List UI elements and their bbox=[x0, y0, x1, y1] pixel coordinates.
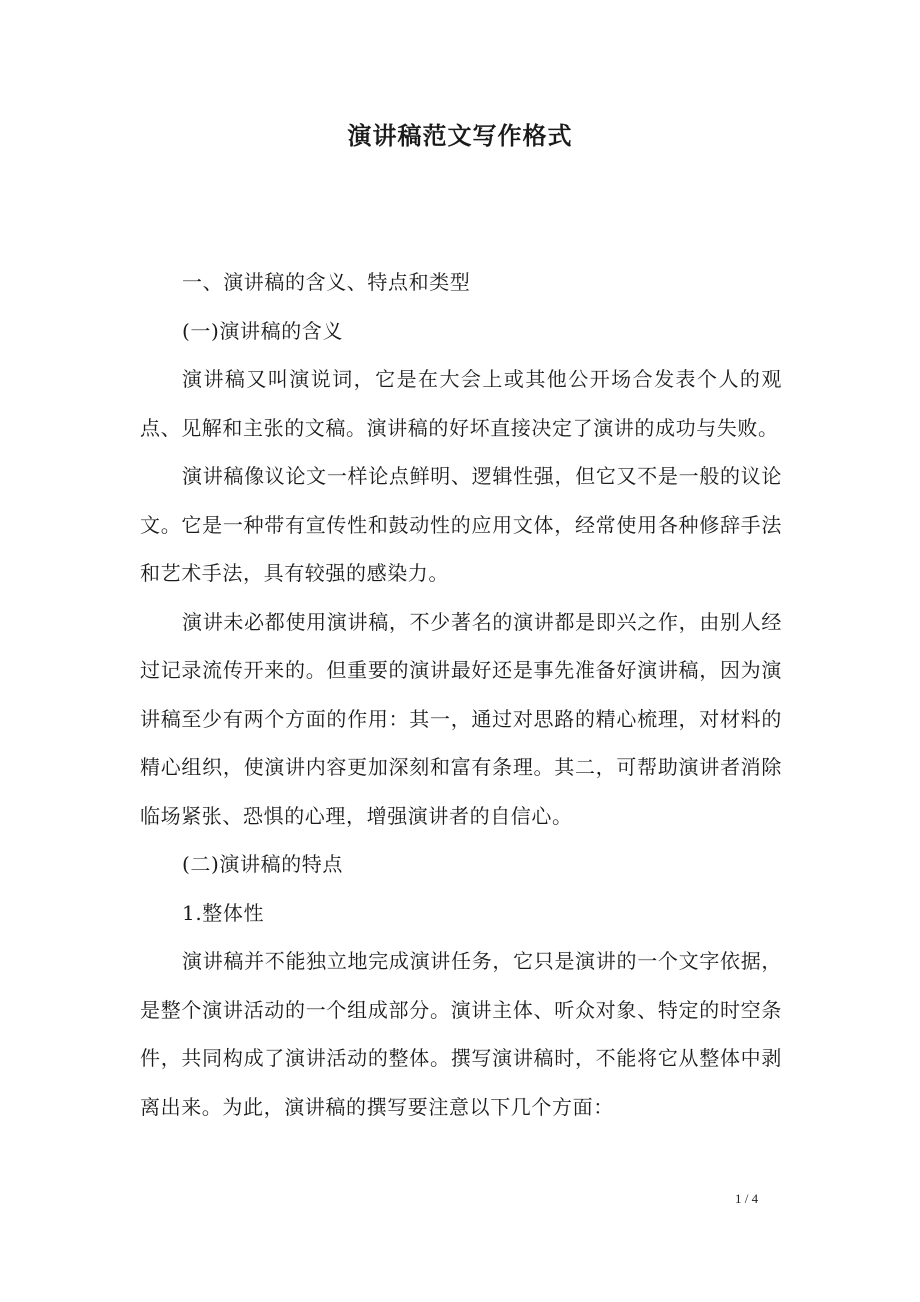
item-heading: 1.整体性 bbox=[182, 900, 265, 925]
body-paragraph: 演讲稿又叫演说词，它是在大会上或其他公开场合发表个人的观点、见解和主张的文稿。演讲稿的好坏直接决定了演讲的成功与失败。 bbox=[140, 367, 782, 440]
subsection-heading: (二)演讲稿的特点 bbox=[182, 852, 344, 876]
body-paragraph: 演讲稿并不能独立地完成演讲任务，它只是演讲的一个文字依据，是整个演讲活动的一个组成部分。演讲主体、听众对象、特定的时空条件，共同构成了演讲活动的整体。撰写演讲稿时，不能将它从整体中剥离出来。为此，演讲稿的撰写要注意以下几个方面： bbox=[140, 949, 782, 1119]
page-number: 1 / 4 bbox=[735, 1191, 759, 1206]
body-paragraph: 演讲未必都使用演讲稿，不少著名的演讲都是即兴之作，由别人经过记录流传开来的。但重要的演讲最好还是事先准备好演讲稿，因为演讲稿至少有两个方面的作用：其一，通过对思路的精心梳理，对材料的精心组织，使演讲内容更加深刻和富有条理。其二，可帮助演讲者消除临场紧张、恐惧的心理，增强演讲者的自信心。 bbox=[140, 609, 782, 828]
section-heading: 一、演讲稿的含义、特点和类型 bbox=[182, 270, 471, 294]
document-title: 演讲稿范文写作格式 bbox=[347, 121, 573, 150]
subsection-heading: (一)演讲稿的含义 bbox=[182, 318, 344, 343]
body-paragraph: 演讲稿像议论文一样论点鲜明、逻辑性强，但它又不是一般的议论文。它是一种带有宣传性和鼓动性的应用文体，经常使用各种修辞手法和艺术手法，具有较强的感染力。 bbox=[140, 464, 782, 585]
document-body bbox=[140, 258, 782, 1131]
